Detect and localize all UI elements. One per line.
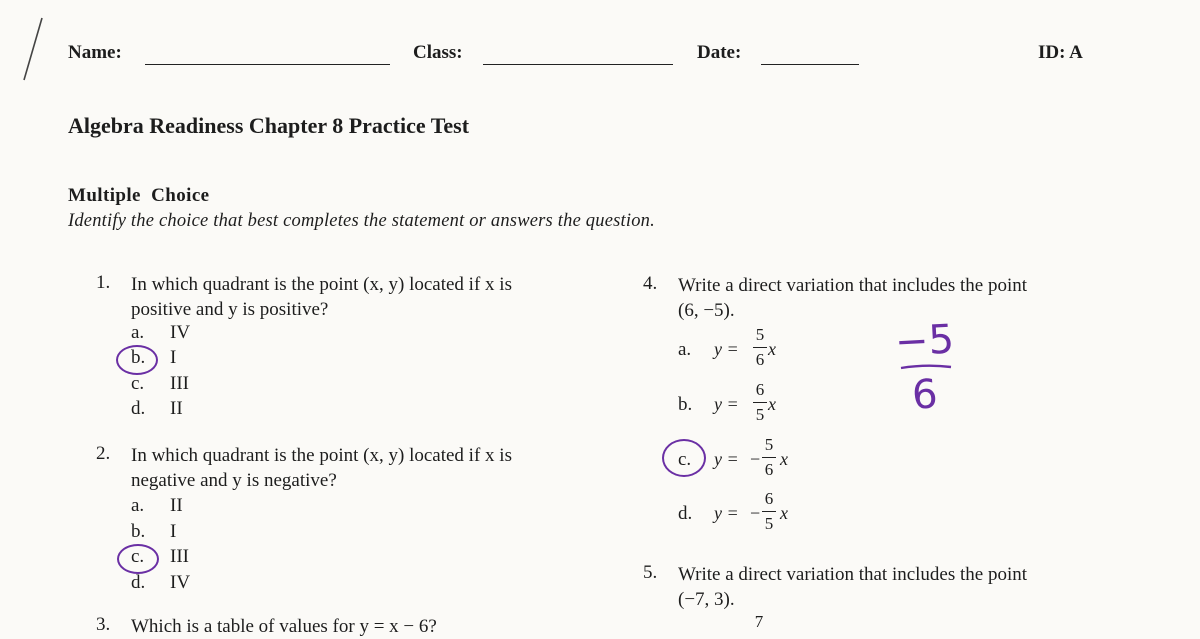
option-value: III	[170, 546, 189, 567]
question-text: In which quadrant is the point (x, y) located if x is positive and y is positive?	[131, 274, 512, 320]
fraction-denominator: 5	[755, 405, 765, 424]
fraction-denominator: 6	[764, 460, 774, 479]
equation-variable: x	[768, 394, 776, 414]
fraction-numerator: 6	[755, 380, 765, 399]
fraction-bar	[762, 511, 776, 512]
option-letter[interactable]: c.	[678, 449, 692, 470]
option-letter[interactable]: d.	[131, 398, 146, 419]
equation-lhs: y =	[714, 394, 739, 414]
fraction-numerator: 7	[754, 612, 764, 631]
option-value: III	[170, 373, 189, 394]
fraction-denominator: 6	[755, 350, 765, 369]
section-title: Multiple Choice	[68, 185, 210, 206]
option-value: IV	[170, 322, 191, 343]
option-value: I	[170, 521, 177, 542]
option-letter[interactable]: c.	[131, 373, 145, 394]
question-number: 1.	[96, 272, 111, 293]
question-text: Which is a table of values for y = x − 6?	[131, 616, 437, 637]
fraction-bar	[753, 402, 767, 403]
fraction-bar	[762, 457, 776, 458]
handwritten-fraction-bar	[898, 362, 954, 372]
page-title: Algebra Readiness Chapter 8 Practice Test	[68, 113, 470, 138]
date-label: Date:	[697, 42, 742, 63]
option-letter[interactable]: a.	[131, 322, 145, 343]
question-text: Write a direct variation that includes the point (6, −5).	[678, 275, 1028, 321]
option-letter[interactable]: c.	[131, 546, 145, 567]
option-letter[interactable]: b.	[678, 394, 693, 415]
handwritten-numerator: −5	[893, 316, 956, 366]
name-label: Name:	[68, 42, 122, 63]
handwritten-denominator: 6	[910, 371, 940, 419]
section-instructions: Identify the choice that best completes the statement or answers the question.	[68, 211, 655, 231]
equation-lhs: y =	[714, 339, 739, 359]
equation-variable: x	[768, 339, 776, 359]
question-number: 2.	[96, 443, 111, 464]
pen-stroke-mark	[20, 15, 50, 85]
option-letter[interactable]: a.	[131, 495, 145, 516]
equation-variable: x	[780, 503, 788, 523]
date-field[interactable]	[761, 64, 859, 65]
class-label: Class:	[413, 42, 463, 63]
fraction-numerator: 5	[755, 325, 765, 344]
equation-lhs: y =	[714, 503, 739, 523]
question-number: 4.	[643, 273, 658, 294]
equation-variable: x	[780, 449, 788, 469]
equation-sign: −	[750, 449, 761, 469]
equation-lhs: y =	[714, 449, 739, 469]
option-letter[interactable]: b.	[131, 347, 146, 368]
option-value: IV	[170, 572, 191, 593]
fraction-bar	[753, 347, 767, 348]
fraction-numerator: 5	[764, 435, 774, 454]
question-number: 5.	[643, 562, 658, 583]
question-text: Write a direct variation that includes the point (−7, 3).	[678, 564, 1028, 610]
answer-circle	[116, 345, 158, 375]
option-letter[interactable]: a.	[678, 339, 692, 360]
answer-circle	[662, 439, 706, 477]
answer-circle	[117, 544, 159, 574]
fraction-numerator: 6	[764, 489, 774, 508]
equation-sign: −	[750, 503, 761, 523]
option-value: II	[170, 495, 183, 516]
option-letter[interactable]: b.	[131, 521, 146, 542]
question-number: 3.	[96, 614, 111, 635]
test-id: ID: A	[1038, 42, 1083, 63]
name-field[interactable]	[145, 64, 390, 65]
question-text: In which quadrant is the point (x, y) located if x is negative and y is negative?	[131, 445, 512, 491]
option-value: II	[170, 398, 183, 419]
option-value: I	[170, 347, 177, 368]
class-field[interactable]	[483, 64, 673, 65]
option-letter[interactable]: d.	[131, 572, 146, 593]
option-letter[interactable]: d.	[678, 503, 693, 524]
fraction-denominator: 5	[764, 514, 774, 533]
